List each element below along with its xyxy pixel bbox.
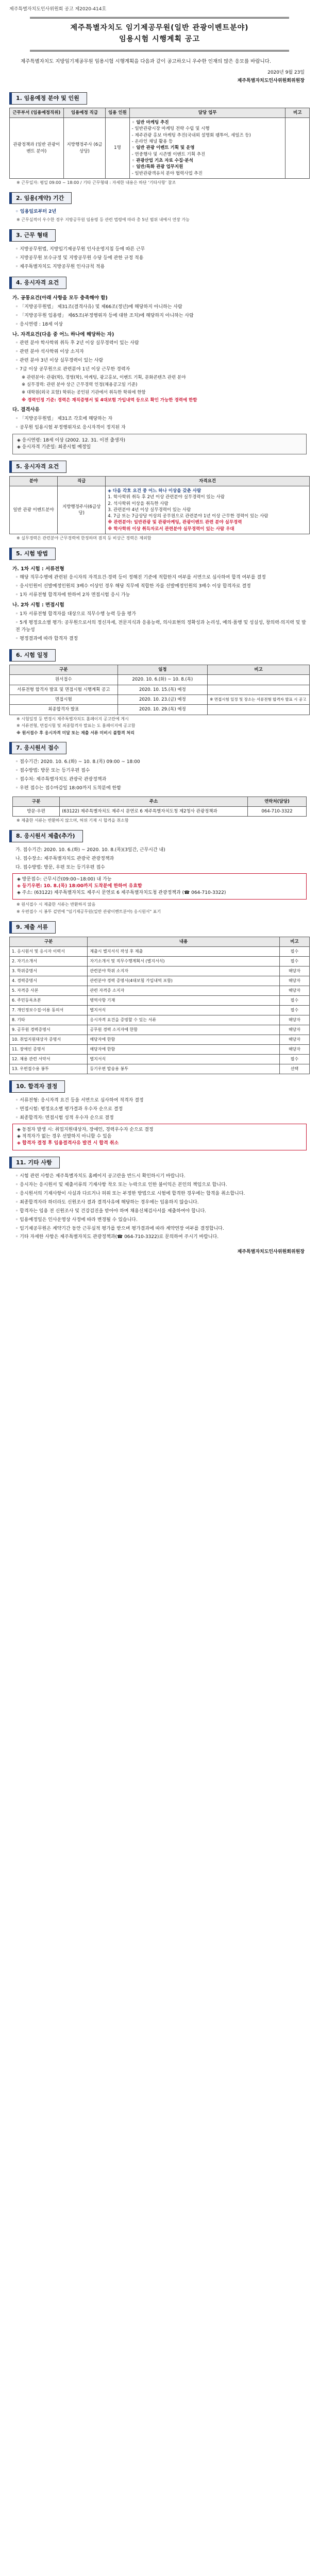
table-cell: 7. 개인정보수집·이용 동의서 xyxy=(10,1005,88,1015)
cert-line: ◦ 관련 분야 3년 이상 실무경력이 있는 사람 xyxy=(15,358,104,364)
table-cell: 원서접수 xyxy=(10,675,118,685)
application-table xyxy=(12,796,307,817)
req-line: ※ 학사학위 이상 취득자로서 관련분야 실무경력이 있는 사람 우대 xyxy=(108,526,234,532)
col-header: 일정 xyxy=(117,665,208,675)
req-line: ◈ 다음 각호 요건 중 어느 하나 이상을 갖춘 사람 xyxy=(108,488,202,494)
table-row xyxy=(10,966,310,976)
title-box xyxy=(30,17,289,52)
table-cell: 필수 xyxy=(279,956,309,966)
section-title: 7. 응시원서 접수 xyxy=(9,742,66,754)
pass-line: ◦ 서류전형: 응시자격 요건 등을 서면으로 심사하여 적격자 결정 xyxy=(15,1097,144,1103)
duty-line: - 온라인 채널 활용 등 xyxy=(131,139,173,145)
table-cell: 해당자 xyxy=(279,1035,309,1044)
table-cell: 12. 채용 관련 서약서 xyxy=(10,1054,88,1064)
table-cell: 등기우편 발송용 봉투 xyxy=(88,1064,280,1074)
table-cell: 6. 주민등록초본 xyxy=(10,995,88,1005)
table-cell: 관련분야 학위 소지자 xyxy=(88,966,280,976)
duty-line: - 제주관광 홍보 마케팅 추진(국내외 설명회 팸투어, 세일즈 등) xyxy=(131,132,251,138)
notice-org: 제주특별자치도인사위원회위원장 xyxy=(237,78,305,83)
other-line: ◦ 기타 자세한 사항은 제주특별자치도 관광정책과(☎ 064-710-3322)로 문의하여 주시기 바랍니다. xyxy=(15,1234,219,1240)
table-row xyxy=(10,986,310,995)
duties-cell xyxy=(129,118,286,179)
col-header: 자격요건 xyxy=(106,476,310,486)
table-cell: 필수 xyxy=(279,1054,309,1064)
requirements-table xyxy=(9,476,310,535)
box-line: ◈ 등기우편: 10. 8.(목) 18:00까지 도착분에 한하여 유효함 xyxy=(17,884,142,889)
table-cell: 2020. 10. 29.(목) 예정 xyxy=(117,705,208,715)
table-cell xyxy=(208,705,310,715)
table-cell: 3. 학위증명서 xyxy=(10,966,88,976)
req-line: 3. 관련분야 4년 이상 실무경력이 있는 사람 xyxy=(108,507,191,513)
table-row xyxy=(10,995,310,1005)
table-cell: 2020. 10. 23.(금) 예정 xyxy=(117,694,208,704)
col-header: 비고 xyxy=(279,937,309,946)
notice-date: 2020년 9월 23일 xyxy=(267,70,305,76)
footer-signature xyxy=(14,1248,305,1256)
table-cell: 해당자 xyxy=(279,976,309,986)
box-line: ◈ 합격자 결정 후 임용결격사유 발견 시 합격 취소 xyxy=(17,1141,119,1146)
table-cell: 해당자 xyxy=(279,966,309,976)
disq-line: ◦ 「지방공무원법」 제31조 각호에 해당하는 자 xyxy=(15,416,113,421)
section-note: ※ 시험일정 등 변경시 제주특별자치도 홈페이지 공고란에 게시 xyxy=(16,716,129,721)
box-line: ◈ 방문접수: 근무시간(09:00~18:00) 내 가능 xyxy=(17,877,112,883)
table-cell: 자기소개서 및 직무수행계획서 (별지서식) xyxy=(88,956,280,966)
table-cell: 면접시험 xyxy=(10,694,118,704)
reqs-cell xyxy=(106,486,310,534)
table-cell: 관련 자격증 소지자 xyxy=(88,986,280,995)
section-title: 5. 응시자격 요건 xyxy=(9,461,66,473)
box-line: ◈ 응시연령: 18세 이상 (2002. 12. 31. 이전 출생자) xyxy=(17,437,126,443)
duty-line: ◦ 일반/특화 관광 업무지원 xyxy=(131,164,183,170)
common-line: ◦ 「지방공무원법」 제31조(결격사유) 및 제66조(정년)에 해당하지 아니하는 사람 xyxy=(15,304,182,310)
table-cell: 10. 취업지원대상자 증명서 xyxy=(10,1035,88,1044)
section-title: 11. 기타 사항 xyxy=(9,1157,60,1169)
req-line: 4. 7급 또는 7급상당 이상의 공무원으로 관련분야 1년 이상 근무한 경력이 있는 사람 xyxy=(108,514,268,519)
section-title: 2. 임용(계약) 기간 xyxy=(9,192,72,205)
sub-line: 다. 접수방법: 방문, 우편 또는 등기우편 접수 xyxy=(15,865,105,870)
col-header: 담당 업무 xyxy=(129,108,286,117)
other-line: ◦ 임기제공무원은 계약기간 동안 근무실적 평가를 받으며 평가결과에 따라 계약연장 여부를 결정합니다. xyxy=(15,1226,224,1231)
section-eligibility xyxy=(9,277,310,454)
method-line: ◦ 응시인원이 선발예정인원의 3배수 이상인 경우 해당 직무에 적합한 자를 선발예정인원의 3배수 이상 합격자로 결정 xyxy=(15,584,251,589)
table-cell: 해당자 xyxy=(279,986,309,995)
title-line-2: 임용시험 시행계획 공고 xyxy=(119,35,200,44)
table-cell: 별지서식 xyxy=(88,1005,280,1015)
col-header: 분야 xyxy=(10,476,58,486)
section-title: 3. 근무 형태 xyxy=(9,229,56,242)
table-cell xyxy=(208,685,310,694)
section-documents xyxy=(9,921,310,1074)
other-line: ◦ 최종합격자라 하더라도 신원조사 결과 결격사유에 해당하는 경우에는 임용하지 않습니다. xyxy=(15,1200,199,1205)
box-line: ◈ 적격자가 없는 경우 선발하지 아니할 수 있음 xyxy=(17,1134,112,1140)
table-row xyxy=(10,694,310,704)
sub-line: 가. 접수기간: 2020. 10. 6.(화) ~ 2020. 10. 8.(목)(3일간, 근무시간 내) xyxy=(15,847,165,853)
section-note: ※ 근무실적이 우수한 경우 지방공무원 임용령 등 관련 법령에 따라 총 5년 범위 내에서 연장 가능 xyxy=(16,217,190,223)
section-title: 6. 시험 일정 xyxy=(9,649,56,662)
col-header: 내용 xyxy=(88,937,280,946)
table-row xyxy=(10,1005,310,1015)
table-row xyxy=(13,806,307,816)
box-line: ◈ 동점자 발생 시: 취업지원대상자, 장애인, 경력우수자 순으로 결정 xyxy=(17,1127,154,1133)
section-title: 10. 합격자 결정 xyxy=(9,1080,65,1093)
table-row xyxy=(10,976,310,986)
section-note: ※ 제출한 서류는 반환하지 않으며, 허위 기재 시 합격을 취소함 xyxy=(16,818,129,823)
section-note: ※ 실무경력은 관련분야 근무경력에 한정하며 겸직 등 비상근 경력은 제외함 xyxy=(16,536,152,541)
method-line: ◦ 5개 평정요소별 평가: 공무원으로서의 정신자세, 전문지식과 응용능력, 의사표현의 정확성과 논리성, 예의·품행 및 성실성, 창의력·의지력 및 발전 가능성 xyxy=(15,620,306,633)
table-row xyxy=(10,956,310,966)
table-cell: 서류전형 합격자 발표 및 면접시험 시행계획 공고 xyxy=(10,685,118,694)
section-title: 9. 제출 서류 xyxy=(9,921,56,934)
pass-box xyxy=(12,1124,307,1150)
sub-heading: 가. 공통요건(아래 사항을 모두 충족해야 함) xyxy=(12,295,108,301)
title-line-1: 제주특별자치도 임기제공무원(일반 관광이벤트분야) xyxy=(70,24,249,32)
other-line: ◦ 임용예정일은 인사운영상 사정에 따라 변경될 수 있습니다. xyxy=(15,1217,138,1223)
section-positions xyxy=(9,92,310,186)
section-schedule xyxy=(9,649,310,736)
positions-table xyxy=(9,108,310,179)
table-cell xyxy=(286,118,310,179)
cert-note: ※ 경력인정 기준: 경력은 재직증명서 및 4대보험 가입내역 등으로 확인 가능한 경력에 한함 xyxy=(22,397,197,403)
table-cell: 해당자에 한함 xyxy=(88,1035,280,1044)
table-cell: 지방행정주사(6급상당) xyxy=(58,486,106,534)
method-line: ◦ 해당 직무수행에 관련된 응시자의 자격요건·경력 등이 정해진 기준에 적합한지 여부를 서면으로 심사하여 합격 여부를 결정 xyxy=(15,575,266,581)
table-cell: 9. 공무원 경력증명서 xyxy=(10,1025,88,1035)
eligibility-box xyxy=(12,434,307,454)
table-row xyxy=(10,1064,310,1074)
other-line: ◦ 응시자는 응시원서 및 제출서류의 기재사항 착오 또는 누락으로 인한 불이익은 본인의 책임으로 합니다. xyxy=(15,1182,227,1188)
cert-line: ◦ 관련 분야 석사학위 이상 소지자 xyxy=(15,349,84,355)
sub-line: 나. 접수장소: 제주특별자치도 관광국 관광정책과 xyxy=(15,856,114,861)
table-row xyxy=(10,685,310,694)
section-title: 8. 응시원서 제출(추가) xyxy=(9,830,83,842)
work-line: ◦ 지방공무원 보수규정 및 지방공무원 수당 등에 관한 규정 적용 xyxy=(15,255,144,261)
section-title: 4. 응시자격 요건 xyxy=(9,277,66,289)
table-cell: 응시자격 요건을 증빙할 수 있는 서류 xyxy=(88,1015,280,1025)
section-note: ※ 원서접수 후 응시자격 미달 또는 제출 서류 미비시 불합격 처리 xyxy=(16,730,135,735)
table-cell: 1. 응시원서 및 응시자 이력서 xyxy=(10,946,88,956)
cert-note: ※ 실무경력: 관련 분야 상근 근무경력 인정(채용공고일 기준) xyxy=(22,382,138,388)
section-application xyxy=(9,742,310,824)
table-cell: 064-710-3322 xyxy=(248,806,307,816)
pass-line: ◦ 최종합격자: 면접시험 성적 우수자 순으로 결정 xyxy=(15,1115,114,1121)
duty-line: ◦ 관광산업 기초 자료 수집·분석 xyxy=(131,158,193,163)
box-line: ◈ 주소: (63122) 제주특별자치도 제주시 문연로 6 제주특별자치도청 관광정책과 (☎ 064-710-3322) xyxy=(17,890,226,896)
table-cell: 2020. 10. 15.(목) 예정 xyxy=(117,685,208,694)
table-cell: 4. 경력증명서 xyxy=(10,976,88,986)
intro-text: 제주특별자치도 지방임기제공무원 임용시험 시행계획을 다음과 같이 공고하오니 우수한 인재의 많은 응모를 바랍니다. xyxy=(21,58,271,64)
section-other xyxy=(9,1157,310,1257)
table-cell: 해당자 xyxy=(279,1025,309,1035)
table-cell: ※ 면접시험 일정 및 장소는 서류전형 합격자 발표 시 공고 xyxy=(208,694,310,704)
table-cell: 방문·우편 xyxy=(13,806,60,816)
app-line: ◦ 접수방법: 방문 또는 등기우편 접수 xyxy=(15,768,90,774)
col-header: 구분 xyxy=(10,665,118,675)
sub-heading: 나. 자격요건(다음 중 어느 하나에 해당하는 자) xyxy=(12,331,114,337)
table-row xyxy=(10,675,310,685)
work-line: ◦ 제주특별자치도 지방공무원 인사규칙 적용 xyxy=(15,264,105,269)
table-cell: 해당자 xyxy=(279,1044,309,1054)
section-work-type xyxy=(9,229,310,270)
submission-box xyxy=(12,873,307,900)
table-cell: (63122) 제주특별자치도 제주시 문연로 6 제주특별자치도청 제2청사 관광정책과 xyxy=(60,806,248,816)
req-line: 2. 석사학위 이상을 취득한 사람 xyxy=(108,501,169,506)
table-cell: 필수 xyxy=(279,995,309,1005)
common-line: ◦ 「지방공무원 임용령」 제65조(부정행위자 등에 대한 조치)에 해당하지 아니하는 사람 xyxy=(15,313,194,318)
req-line: 1. 학사학위 취득 후 2년 이상 관련분야 실무경력이 있는 사람 xyxy=(108,495,225,500)
cert-line: ◦ 7급 이상 공무원으로 관련분야 1년 이상 근무한 경력자 xyxy=(15,366,130,372)
table-cell: 선택 xyxy=(279,1064,309,1074)
sub-heading: 가. 1차 시험 : 서류전형 xyxy=(12,566,64,572)
section-title: 5. 시험 방법 xyxy=(9,548,56,560)
col-header: 임용 인원 xyxy=(106,108,130,117)
app-line: ◦ 접수처: 제주특별자치도 관광국 관광정책과 xyxy=(15,776,107,782)
col-header: 구분 xyxy=(13,796,60,806)
duty-line: - 연중행사 및 시즌별 이벤트 기획 추진 xyxy=(131,151,206,157)
table-cell: 1명 xyxy=(106,118,130,179)
sub-heading: 나. 2차 시험 : 면접시험 xyxy=(12,602,64,608)
col-header: 연락처(담당) xyxy=(248,796,307,806)
method-line: ◦ 1차 서류전형 합격자에 한하여 2차 면접시험 응시 가능 xyxy=(15,592,130,598)
col-header: 근무부서 (임용예정직위) xyxy=(10,108,64,117)
work-line: ◦ 지방공무원법, 지방임기제공무원 인사운영지침 등에 따른 근무 xyxy=(15,246,145,252)
table-cell: 2020. 10. 6.(화) ~ 10. 8.(목) xyxy=(117,675,208,685)
section-submission xyxy=(9,830,310,915)
col-header: 주소 xyxy=(60,796,248,806)
table-cell: 관광정책과 (일반 관광이벤트 분야) xyxy=(10,118,64,179)
table-cell: 최종합격자 발표 xyxy=(10,705,118,715)
table-row xyxy=(10,1035,310,1044)
table-cell: 별지서식 xyxy=(88,1054,280,1064)
table-row xyxy=(10,705,310,715)
table-cell: 공무원 경력 소지자에 한함 xyxy=(88,1025,280,1035)
schedule-table xyxy=(9,665,310,715)
other-line: ◦ 시험 관련 사항은 제주특별자치도 홈페이지 공고란을 반드시 확인하시기 바랍니다. xyxy=(15,1174,186,1179)
col-header: 구분 xyxy=(10,937,88,946)
section-note: ※ 우편접수 시 봉투 겉면에 "임기제공무원(일반 관광이벤트분야) 응시원서" 표기 xyxy=(16,909,161,914)
method-line: ◦ 1차 서류전형 합격자를 대상으로 직무수행 능력 등을 평가 xyxy=(15,611,136,617)
table-cell: 해당자 xyxy=(279,1015,309,1025)
table-row xyxy=(10,1025,310,1035)
section-requirements xyxy=(9,461,310,541)
table-cell: 필수 xyxy=(279,946,309,956)
common-line: ◦ 응시연령 : 18세 이상 xyxy=(15,321,63,327)
duty-line: - 일반관광객유치 분야 협력사업 추진 xyxy=(131,171,203,176)
table-row xyxy=(10,1054,310,1064)
duty-line: ◦ 일반 마케팅 추진 xyxy=(131,120,169,126)
notice-number: 제주특별자치도인사위원회 공고 제2020-414호 xyxy=(9,7,107,12)
section-pass-decision xyxy=(9,1080,310,1150)
col-header: 직급 xyxy=(58,476,106,486)
duty-line: ◦ 일반 관광 이벤트 기획 및 운영 xyxy=(131,145,195,151)
table-cell xyxy=(208,675,310,685)
documents-table xyxy=(9,937,310,1074)
method-line: ◦ 평정결과에 따라 합격자 결정 xyxy=(15,636,78,642)
table-cell: 8. 기타 xyxy=(10,1015,88,1025)
other-line: ◦ 응시원서의 기재사항이 사실과 다르거나 허위 또는 부정한 방법으로 시험에 합격한 경우에는 합격을 취소합니다. xyxy=(15,1191,245,1197)
table-cell: 해당자에 한함 xyxy=(88,1044,280,1054)
table-cell: 지방행정주사 (6급상당) xyxy=(63,118,105,179)
footer-org: 제주특별자치도인사위원회위원장 xyxy=(237,1249,305,1255)
section-title: 1. 임용예정 분야 및 인원 xyxy=(9,92,87,105)
section-exam-method xyxy=(9,548,310,643)
signature-block xyxy=(14,69,305,85)
table-cell: 관련분야 경력 증명서(4대보험 가입내역 포함) xyxy=(88,976,280,986)
table-cell: 5. 자격증 사본 xyxy=(10,986,88,995)
col-header: 임용예정 직급 xyxy=(63,108,105,117)
section-note: ※ 근무일자: 평일 09:00 ~ 18:00 / 기타 근무형태 : 자세한 내용은 하단 ‘기타사항’ 참조 xyxy=(16,180,176,185)
term-item: ◦ 임용일로부터 2년 xyxy=(15,209,57,215)
section-term xyxy=(9,192,310,223)
cert-note: ※ 대학원(외국 포함) 학위는 공인된 기관에서 취득한 학위에 한함 xyxy=(22,389,146,395)
table-cell: 제출시 별지서식 작성 후 제출 xyxy=(88,946,280,956)
box-line: ◈ 응시자격 기준일: 최종시험 예정일 xyxy=(17,444,91,450)
cert-line: ◦ 관련 분야 학사학위 취득 후 2년 이상 실무경력이 있는 사람 xyxy=(15,341,139,346)
table-cell: 병역사항 기재 xyxy=(88,995,280,1005)
table-cell: 일반 관광 이벤트분야 xyxy=(10,486,58,534)
app-line: ◦ 접수기간: 2020. 10. 6.(화) ~ 10. 8.(목) 09:00 ~ 18:00 xyxy=(15,759,140,765)
section-note: ※ 원서접수 시 제출한 서류는 반환하지 않음 xyxy=(16,902,96,907)
table-cell: 필수 xyxy=(279,1005,309,1015)
disq-line: ◦ 공무원 임용시험 부정행위자로 응시자격이 정지된 자 xyxy=(15,425,126,430)
sub-heading: 다. 결격사유 xyxy=(12,407,40,413)
table-row xyxy=(10,946,310,956)
table-row xyxy=(10,1015,310,1025)
duty-line: - 일반관광시장 마케팅 전략 수립 및 시행 xyxy=(131,126,210,132)
col-header: 비고 xyxy=(208,665,310,675)
table-cell: 2. 자기소개서 xyxy=(10,956,88,966)
section-note: ※ 서류전형, 면접시험 및 최종합격자 발표는 도 홈페이지에 공고함 xyxy=(16,723,136,728)
cert-note: ※ 관련분야: 관광(학), 경영(학), 마케팅, 광고홍보, 이벤트 기획, 문화콘텐츠 관련 분야 xyxy=(22,375,186,380)
table-cell: 11. 장애인 증명서 xyxy=(10,1044,88,1054)
pass-line: ◦ 면접시험: 평정요소별 평가결과 우수자 순으로 결정 xyxy=(15,1106,123,1112)
col-header: 비고 xyxy=(286,108,310,117)
table-cell: 13. 우편접수용 봉투 xyxy=(10,1064,88,1074)
table-row xyxy=(10,1044,310,1054)
req-line: ※ 관련분야: 일반관광 및 관광마케팅, 관광이벤트 관련 분야 실무경력 xyxy=(108,520,242,526)
other-line: ◦ 합격자는 임용 전 신원조사 및 건강검진을 받아야 하며 채용신체검사서를 제출하여야 합니다. xyxy=(15,1208,207,1214)
app-line: ◦ 우편 접수는 접수마감일 18:00까지 도착분에 한함 xyxy=(15,785,121,791)
